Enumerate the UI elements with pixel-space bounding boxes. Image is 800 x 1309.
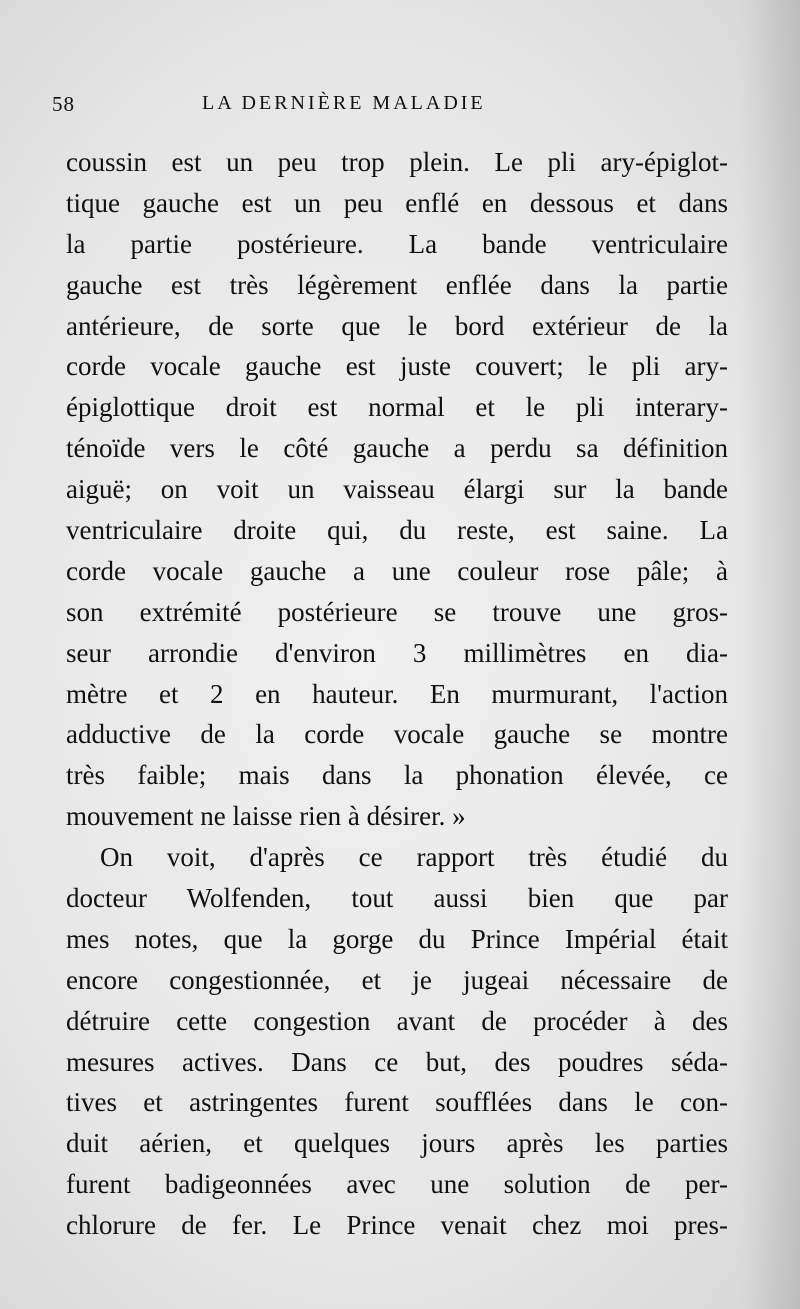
text-line: coussin est un peu trop plein. Le pli ary-épiglot- — [66, 147, 728, 177]
text-line: son extrémité postérieure se trouve une gros- — [66, 596, 728, 627]
text-line: chlorure de fer. Le Prince venait chez moi pres- — [66, 1210, 728, 1241]
text-line: la partie postérieure. La bande ventriculaire — [66, 228, 728, 259]
page-number: 58 — [52, 92, 75, 116]
text-line: furent badigeonnées avec une solution de per- — [66, 1169, 728, 1200]
text-line: adductive de la corde vocale gauche se montre — [66, 719, 728, 750]
body-text — [66, 142, 728, 1246]
text-line: ventriculaire droite qui, du reste, est saine. La — [66, 515, 728, 546]
text-line: duit aérien, et quelques jours après les parties — [66, 1128, 728, 1159]
text-line: encore congestionnée, et je jugeai nécessaire de — [66, 964, 728, 995]
text-line: mesures actives. Dans ce but, des poudres séda- — [66, 1046, 728, 1077]
page-header — [52, 92, 732, 122]
text-line: docteur Wolfenden, tout aussi bien que par — [66, 883, 728, 914]
text-line: corde vocale gauche a une couleur rose pâle; à — [66, 555, 728, 586]
text-line: antérieure, de sorte que le bord extérieur de la — [66, 310, 728, 341]
text-line: seur arrondie d'environ 3 millimètres en dia- — [66, 637, 728, 668]
text-line: épiglottique droit est normal et le pli interary- — [66, 392, 728, 423]
text-line: tique gauche est un peu enflé en dessous et dans — [66, 187, 728, 218]
text-line: tives et astringentes furent soufflées dans le con- — [66, 1087, 728, 1118]
page-edge-shadow — [740, 0, 800, 1309]
text-line: ténoïde vers le côté gauche a perdu sa définition — [66, 433, 728, 464]
text-line: très faible; mais dans la phonation élevée, ce — [66, 760, 728, 791]
running-title: LA DERNIÈRE MALADIE — [202, 92, 486, 114]
text-line: mètre et 2 en hauteur. En murmurant, l'action — [66, 678, 728, 709]
text-line: mes notes, que la gorge du Prince Impérial était — [66, 923, 728, 954]
text-line: aiguë; on voit un vaisseau élargi sur la bande — [66, 474, 728, 505]
text-line: gauche est très légèrement enflée dans la partie — [66, 269, 728, 300]
text-line: On voit, d'après ce rapport très étudié du — [100, 842, 728, 873]
text-line: détruire cette congestion avant de procéder à des — [66, 1005, 728, 1036]
text-line: corde vocale gauche est juste couvert; le pli ary- — [66, 351, 728, 382]
text-line: mouvement ne laisse rien à désirer. » — [66, 801, 466, 832]
